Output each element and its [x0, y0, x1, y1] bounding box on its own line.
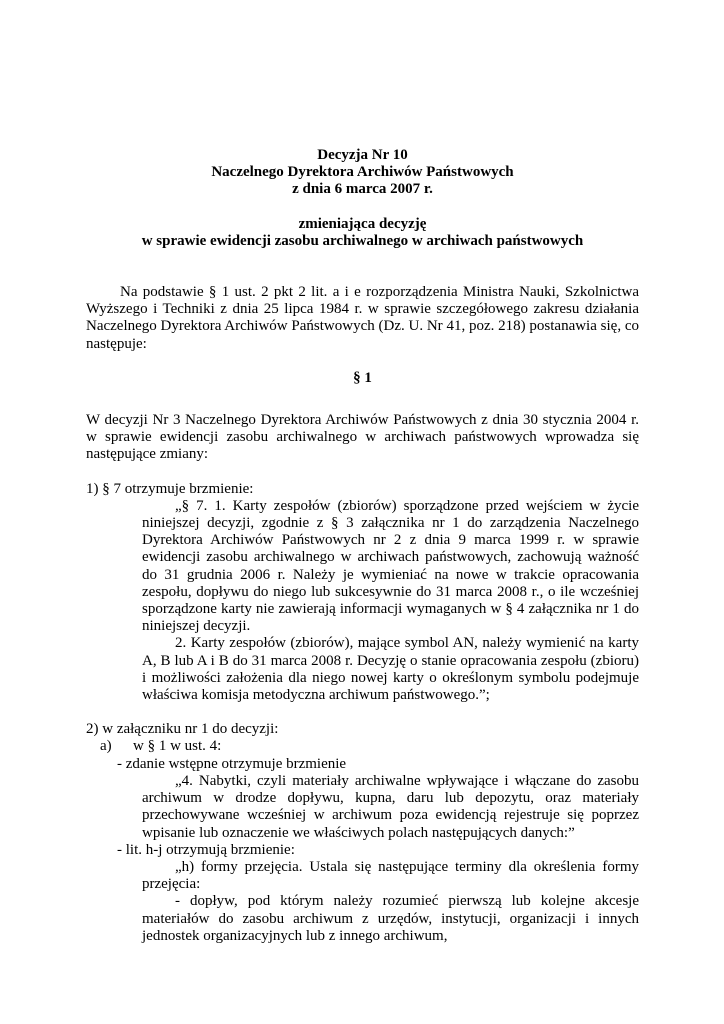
amendment-1-paragraph-1: „§ 7. 1. Karty zespołów (zbiorów) sporządzone przed wejściem w życie niniejszej decyzji, zgodnie z § 3 załącznika nr 1 do zarządzenia Naczelnego Dyrektora Archiwów Państwowych nr 2 z dnia 9 marca 1999 r. w sprawie ewidencji zasobu archiwalnego w archiwach państwowych, zachowują ważność do 31 grudnia 2006 r. Należy je wymieniać na nowe w trakcie opracowania zespołu, dopływu do niego lub sukcesywnie do 31 marca 2008 r., o ile wcześniej sporządzone karty nie zawierają informacji wymaganych w § 4 załącznika nr 1 do niniejszej decyzji.: [142, 497, 639, 635]
title-line-date: z dnia 6 marca 2007 r.: [292, 181, 433, 198]
subtitle-line-2: w sprawie ewidencji zasobu archiwalnego w archiwach państwowych: [141, 232, 584, 249]
title-line-number: Decyzja Nr 10: [317, 147, 408, 163]
dash-item-1-label: - zdanie wstępne otrzymuje brzmienie: [117, 755, 347, 772]
dash-item-2-label: - lit. h-j otrzymują brzmienie:: [117, 841, 295, 858]
title-line-authority: Naczelnego Dyrektora Archiwów Państwowych: [211, 164, 514, 181]
amendment-1-paragraph-2: 2. Karty zespołów (zbiorów), mające symbol AN, należy wymienić na karty A, B lub A i B do 31 marca 2008 r. Decyzję o stanie opracowania zespołu (zbioru) i możliwości założenia dla niego nowej karty o określonym symbolu podejmuje właściwa komisja metodyczna archiwum państwowego.”;: [142, 635, 639, 704]
decision-title: [86, 147, 639, 250]
amendment-2a: [86, 738, 639, 755]
dash-item-1-text: „4. Nabytki, czyli materiały archiwalne wpływające i włączane do zasobu archiwum w drodze dopływu, kupna, daru lub depozytu, oraz materiały przechowywane wcześniej w archiwum poza ewidencją rejestruje się poprzez wpisanie lub oznaczenie we właściwych polach następujących danych:”: [142, 772, 639, 841]
section-intro: W decyzji Nr 3 Naczelnego Dyrektora Archiwów Państwowych z dnia 30 stycznia 2004 r. w sprawie ewidencji zasobu archiwalnego w archiwach państwowych wprowadza się następujące zmiany:: [86, 412, 639, 463]
amendment-2a-label: w § 1 w ust. 4:: [133, 738, 222, 755]
dash-item-2-text: „h) formy przejęcia. Ustala się następujące terminy dla określenia formy przejęcia:: [142, 858, 639, 893]
list-marker: a): [100, 738, 112, 755]
amendment-2-label: 2) w załączniku nr 1 do decyzji:: [86, 721, 279, 738]
subtitle-line-1: zmieniająca decyzję: [298, 215, 427, 232]
section-heading: § 1: [353, 369, 372, 386]
preamble-paragraph: Na podstawie § 1 ust. 2 pkt 2 lit. a i e rozporządzenia Ministra Nauki, Szkolnictwa Wyższego i Techniki z dnia 25 lipca 1984 r. w sprawie szczegółowego zakresu działania Naczelnego Dyrektora Archiwów Państwowych (Dz. U. Nr 41, poz. 218) postanawia się, co następuje:: [86, 284, 639, 352]
document-page: [86, 147, 639, 945]
dash-item-2-subitem: - dopływ, pod którym należy rozumieć pierwszą lub kolejne akcesje materiałów do zasobu archiwum z urzędów, instytucji, organizacji i innych jednostek organizacyjnych lub z innego archiwum,: [142, 893, 639, 944]
amendment-1-label: 1) § 7 otrzymuje brzmienie:: [86, 480, 254, 497]
